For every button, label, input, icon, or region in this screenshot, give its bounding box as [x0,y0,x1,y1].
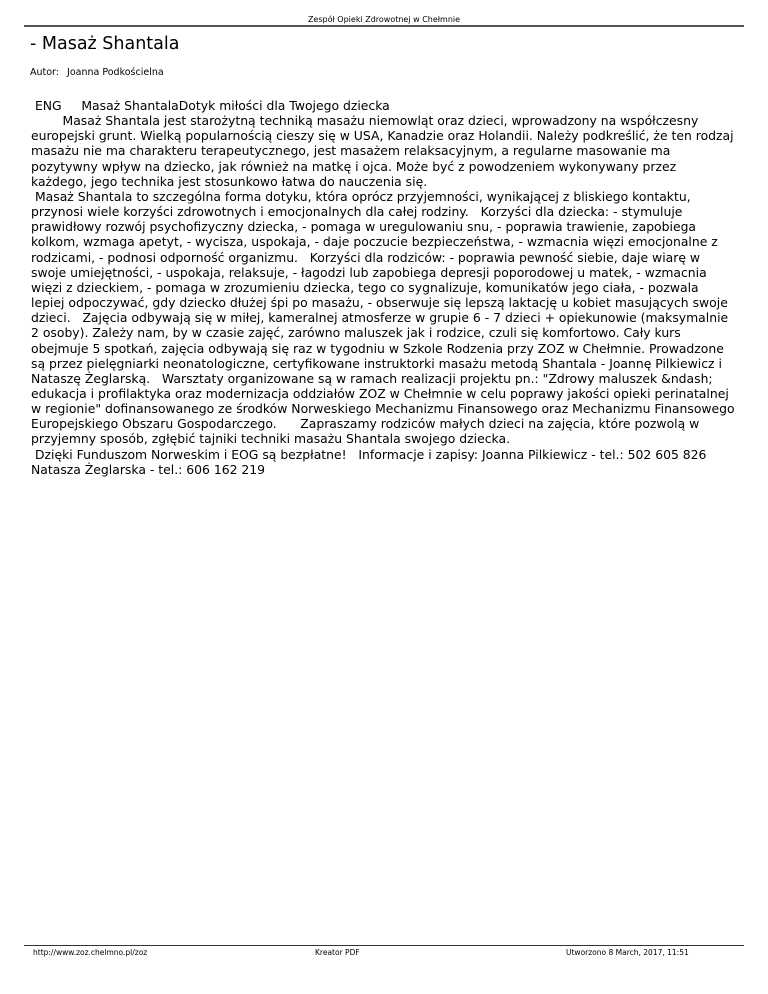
article-title: - Masaż Shantala [30,34,180,54]
author-line [30,67,164,78]
footer-url: http://www.zoz.chelmno.pl/zoz [33,948,148,957]
footer-generator: Kreator PDF [315,948,360,957]
footer-created-date: Utworzono 8 March, 2017, 11:51 [566,948,689,957]
site-header-title: Zespół Opieki Zdrowotnej w Chełmnie [307,15,461,24]
author-label: Autor: [30,67,59,78]
article-body: ENG Masaż ShantalaDotyk miłości dla Twojego dziecka Masaż Shantala jest starożytną techniką masażu niemowląt oraz dzieci, wprowadzony na współczesny europejski grunt. Wielką popularnością cieszy się w USA, Kanadzie oraz Holandii. Należy podkreślić, że ten rodzaj masażu nie ma charakteru terapeutycznego, jest masażem relaksacyjnym, a regularne masowanie ma pozytywny wpływ na dziecko, jak również na matkę i ojca. Może być z powodzeniem wykonywany przez każdego, jego technika jest stosunkowo łatwa do nauczenia się. Masaż Shantala to szczególna forma dotyku, która oprócz przyjemności, wynikającej z bliskiego kontaktu, przynosi wiele korzyści zdrowotnych i emocjonalnych dla całej rodziny. Korzyści dla dziecka: - stymuluje prawidłowy rozwój psychofizyczny dziecka, - pomaga w uregulowaniu snu, - poprawia trawienie, zapobiega kolkom, wzmaga apetyt, - wycisza, uspokaja, - daje poczucie bezpieczeństwa, - wzmacnia więzi emocjonalne z rodzicami, - podnosi odporność organizmu. Korzyści dla rodziców: - poprawia pewność siebie, daje wiarę w swoje umiejętności, - uspokaja, relaksuje, - łagodzi lub zapobiega depresji poporodowej u matek, - wzmacnia więzi z dzieckiem, - pomaga w zrozumieniu dziecka, tego co sygnalizuje, komunikatów jego ciała, - pozwala lepiej odpoczywać, gdy dziecko dłużej śpi po masażu, - obserwuje się lepszą laktację u kobiet masujących swoje dzieci. Zajęcia odbywają się w miłej, kameralnej atmosferze w grupie 6 - 7 dzieci + opiekunowie (maksymalnie 2 osoby). Zależy nam, by w czasie zajęć, zarówno maluszek jak i rodzice, czuli się komfortowo. Cały kurs obejmuje 5 spotkań, zajęcia odbywają się raz w tygodniu w Szkole Rodzenia przy ZOZ w Chełmnie. Prowadzone są przez pielęgniarki neonatologiczne, certyfikowane instruktorki masażu metodą Shantala - Joannę Pilkiewicz i Nataszę Żeglarską. Warsztaty organizowane są w ramach realizacji projektu pn.: "Zdrowy maluszek &ndash; edukacja i profilaktyka oraz modernizacja oddziałów ZOZ w Chełmnie w celu poprawy jakości opieki perinatalnej w regionie" dofinansowanego ze środków Norweskiego Mechanizmu Finansowego oraz Mechanizmu Finansowego Europejskiego Obszaru Gospodarczego. Zapraszamy rodziców małych dzieci na zajęcia, które pozwolą w przyjemny sposób, zgłębić tajniki techniki masażu Shantala swojego dziecka. Dzięki Funduszom Norweskim i EOG są bezpłatne! Informacje i zapisy: Joanna Pilkiewicz - tel.: 502 605 826 Natasza Żeglarska - tel.: 606 162 219 [31,98,735,477]
footer-divider [24,945,744,946]
header-divider [24,25,744,27]
author-name: Joanna Podkościelna [67,67,164,78]
